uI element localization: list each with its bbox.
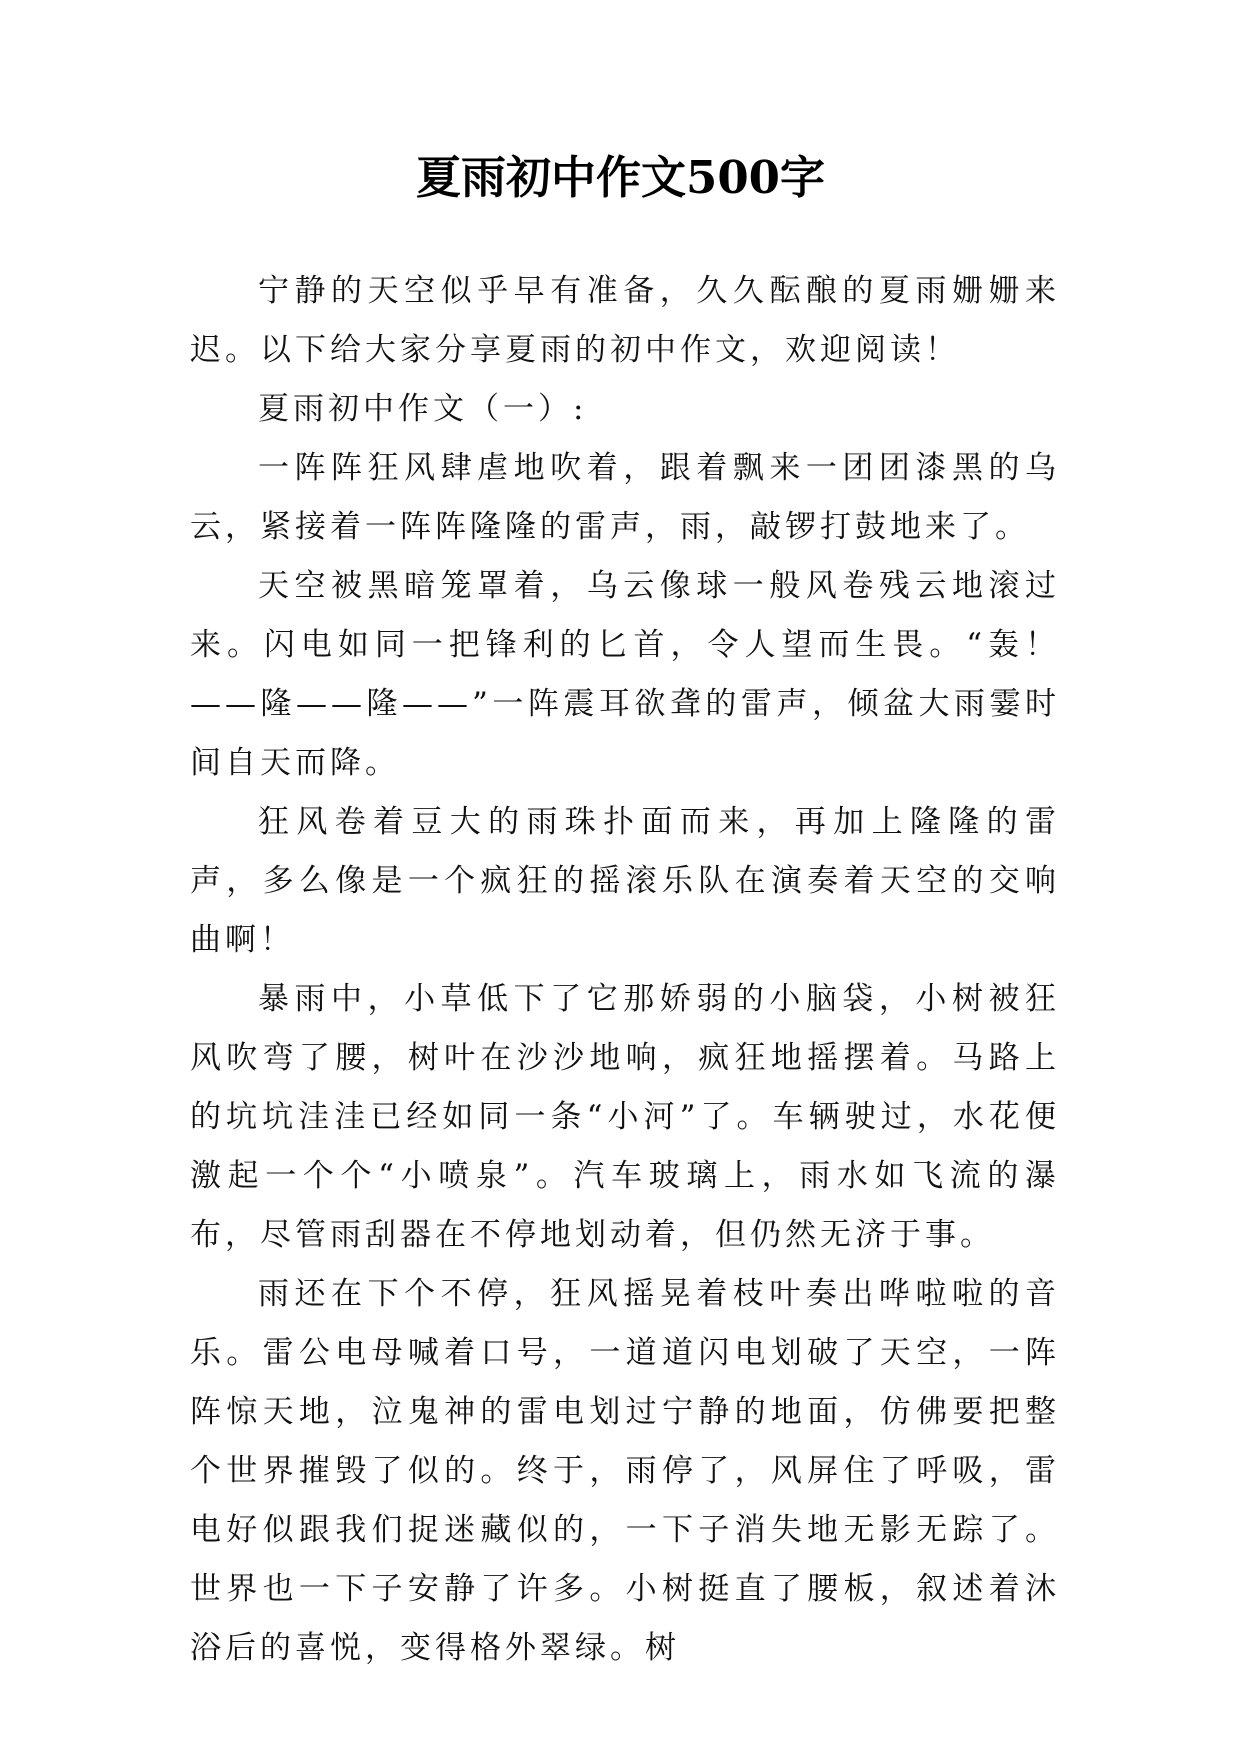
paragraph: 天空被黑暗笼罩着，乌云像球一般风卷残云地滚过来。闪电如同一把锋利的匕首，令人望而生畏。“轰！——隆——隆——”一阵震耳欲聋的雷声，倾盆大雨霎时间自天而降。 [190,568,1060,781]
paragraph: 雨还在下个不停，狂风摇晃着枝叶奏出哗啦啦的音乐。雷公电母喊着口号，一道道闪电划破了天空，一阵阵惊天地，泣鬼神的雷电划过宁静的地面，仿佛要把整个世界摧毁了似的。终于，雨停了，风屏住了呼吸，雷电好似跟我们捉迷藏似的，一下子消失地无影无踪了。世界也一下子安静了许多。小树挺直了腰板，叙述着沐浴后的喜悦，变得格外翠绿。树 [190,1276,1060,1666]
document-body [190,262,1060,1678]
paragraph: 暴雨中，小草低下了它那娇弱的小脑袋，小树被狂风吹弯了腰，树叶在沙沙地响，疯狂地摇摆着。马路上的坑坑洼洼已经如同一条“小河”了。车辆驶过，水花便激起一个个“小喷泉”。汽车玻璃上，雨水如飞流的瀑布，尽管雨刮器在不停地划动着，但仍然无济于事。 [190,981,1060,1253]
paragraph-section-heading: 夏雨初中作文（一）: [258,391,588,427]
paragraph-intro: 宁静的天空似乎早有准备，久久酝酿的夏雨姗姗来迟。以下给大家分享夏雨的初中作文，欢迎阅读！ [190,273,1060,368]
paragraph: 一阵阵狂风肆虐地吹着，跟着飘来一团团漆黑的乌云，紧接着一阵阵隆隆的雷声，雨，敲锣打鼓地来了。 [190,450,1060,545]
paragraph: 狂风卷着豆大的雨珠扑面而来，再加上隆隆的雷声，多么像是一个疯狂的摇滚乐队在演奏着天空的交响曲啊！ [190,804,1060,958]
document-title: 夏雨初中作文500字 [416,151,825,204]
